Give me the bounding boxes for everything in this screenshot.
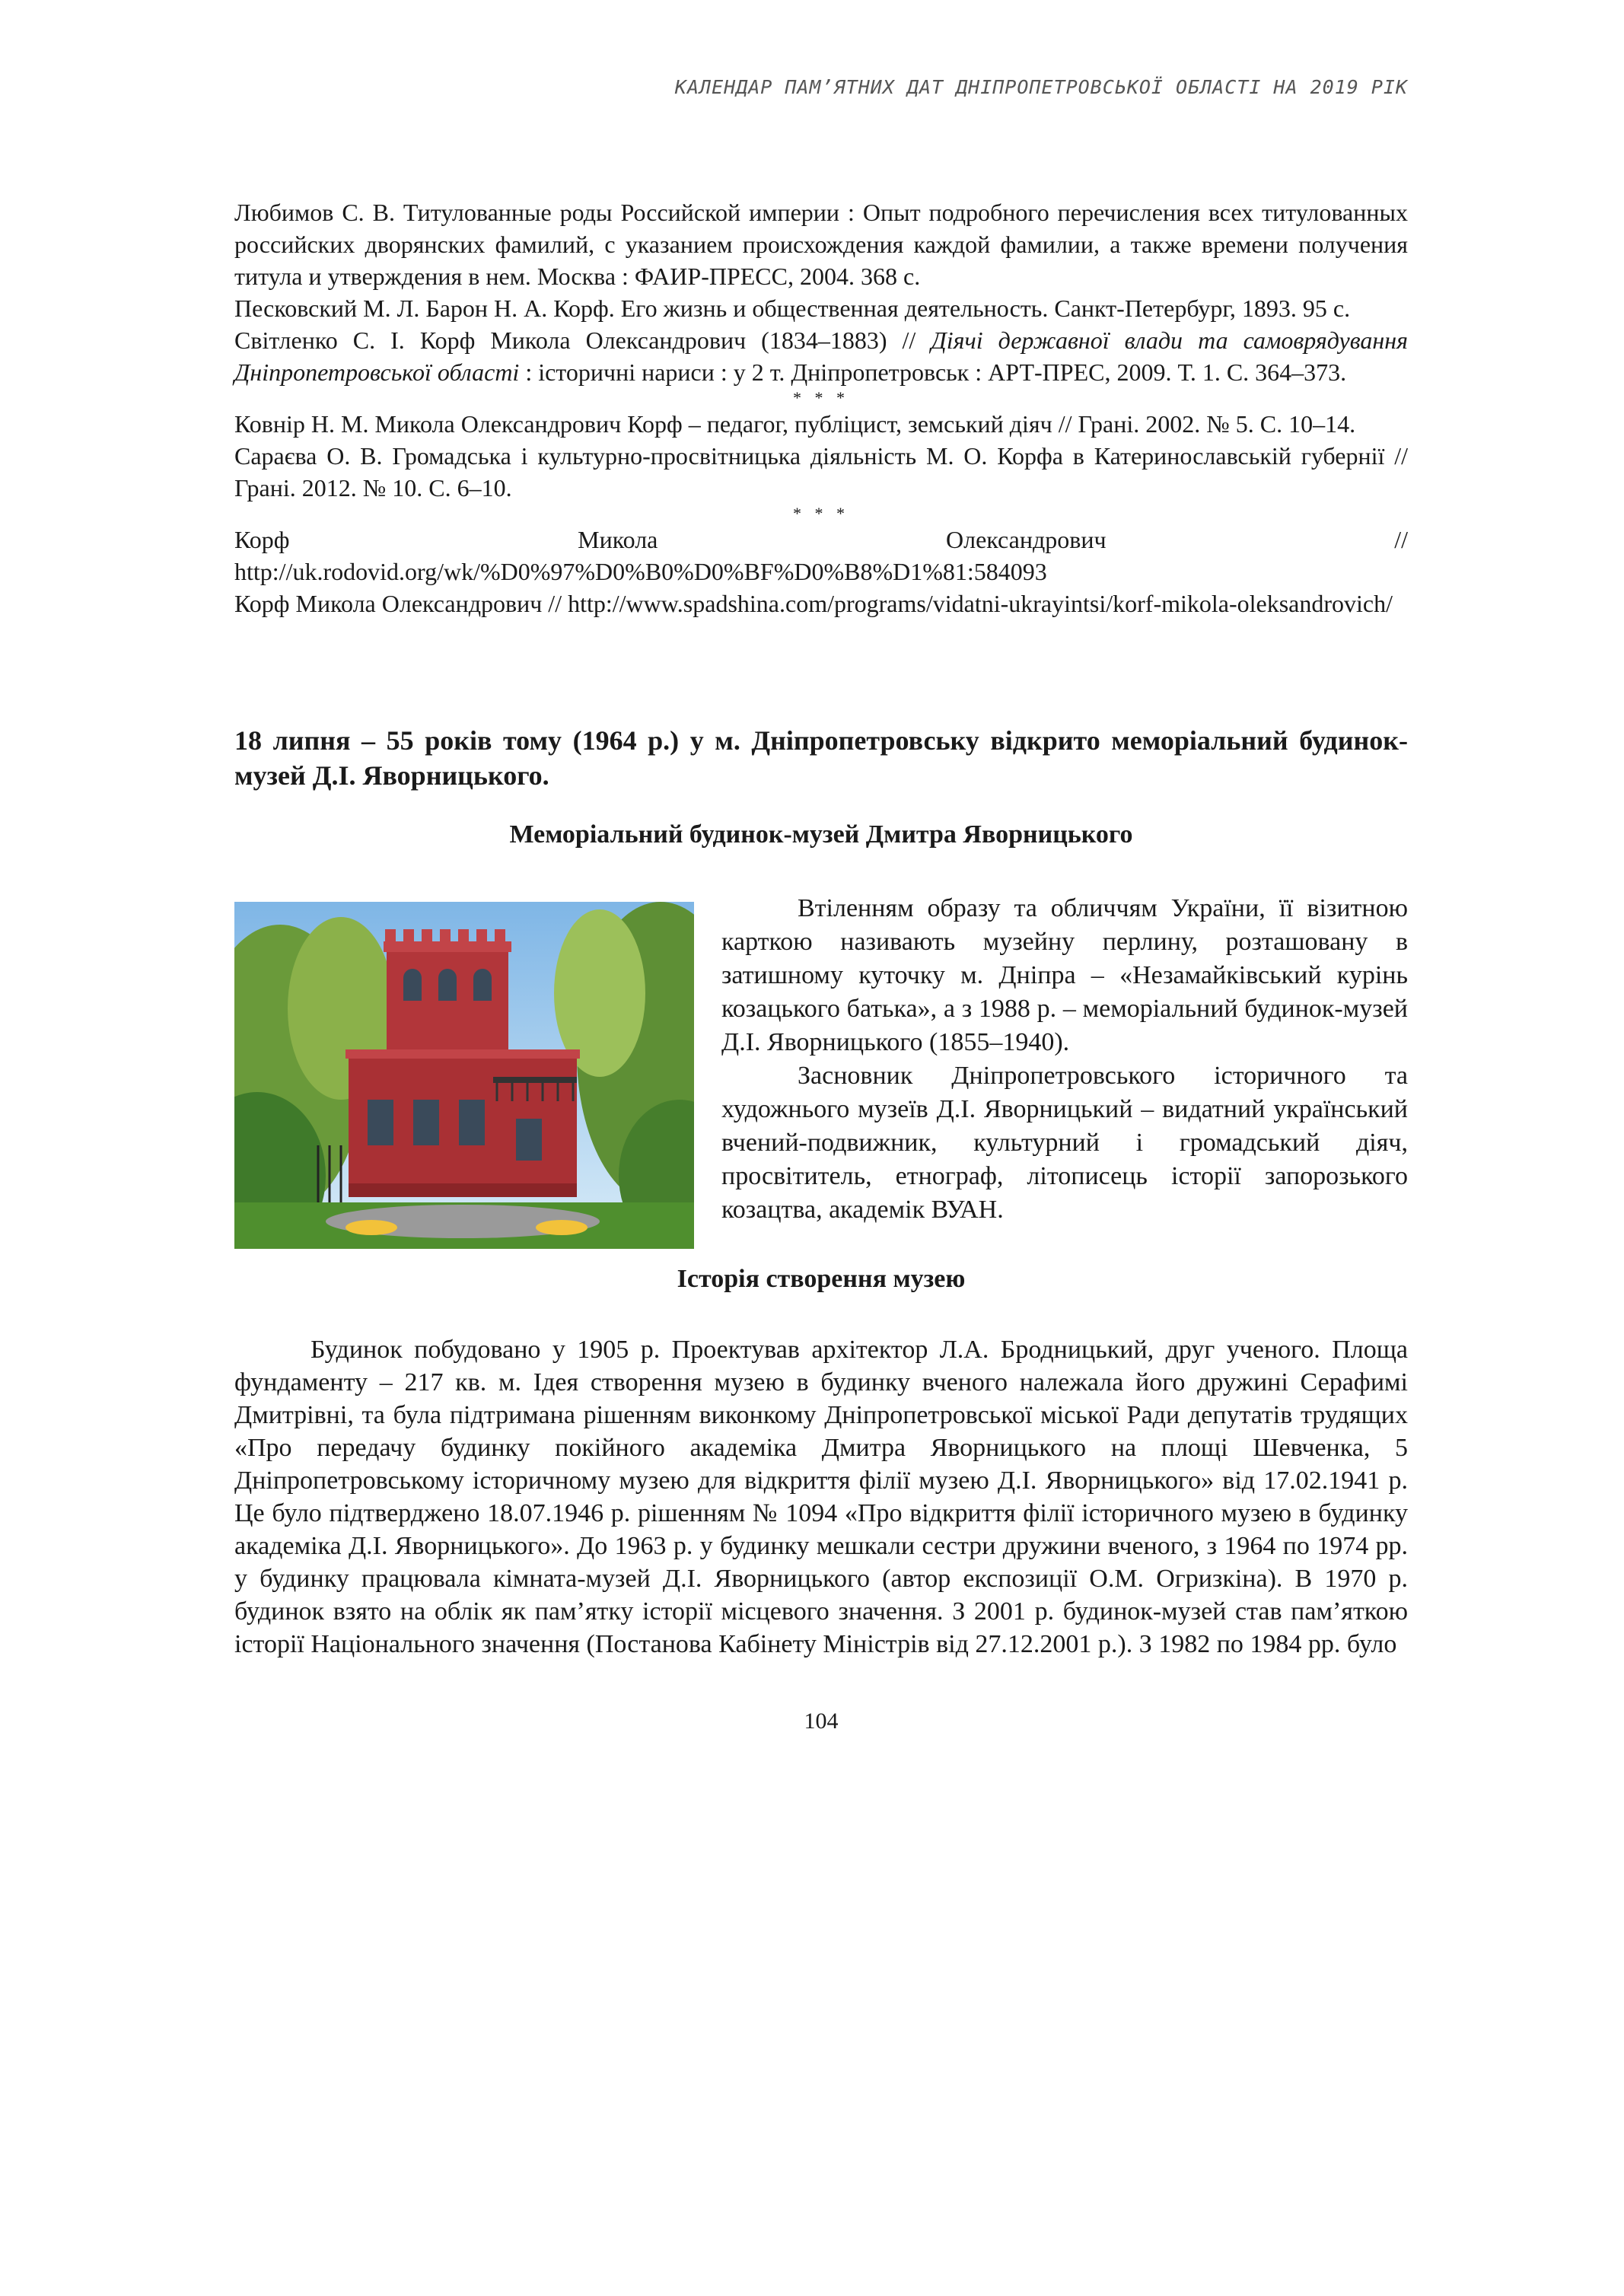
reference-word: // [1394,526,1408,553]
reference-item: Сараєва О. В. Громадська і культурно-просвітницька діяльність М. О. Корфа в Катеринославській губернії // Грані. 2012. № 10. С. 6–10. [234,442,1408,502]
intro-text [721,892,1408,1227]
reference-word: Микола [578,526,658,553]
reference-details: : історичні нариси : у 2 т. Дніпропетровськ : АРТ-ПРЕС, 2009. Т. 1. С. 364–373. [519,358,1347,386]
reference-author: Світленко С. І. Корф Микола Олександрович (1834–1883) // [234,326,931,354]
reference-title: Діячі державної влади та самоврядування Дніпропетровської області [234,326,1409,386]
reference-item [234,324,1408,388]
event-heading: 18 липня – 55 років тому (1964 р.) у м. Дніпропетровську відкрито меморіальний будинок-музей Д.І. Яворницького. [234,725,1408,791]
museum-building-image [234,902,694,1249]
reference-word: Корф [234,526,290,553]
references-block-1 [234,196,1408,619]
history-text [234,1333,1408,1661]
reference-url[interactable]: http://uk.rodovid.org/wk/%D0%97%D0%B0%D0%BF%D0%B8%D1%81:584093 [234,558,1047,585]
separator-stars: * * * [793,504,849,523]
museum-photo [234,902,694,1249]
reference-item: Любимов С. В. Титулованные роды Российской империи : Опыт подробного перечисления всех титулованных российских дворянских фамилий, с указанием происхождения каждой фамилии, а также времени получения титула и утверждения в нем. Москва : ФАИР-ПРЕСС, 2004. 368 с. [234,199,1408,290]
intro-paragraph: Втіленням образу та обличчям України, її візитною карткою називають музейну перлину, розташовану в затишному куточку м. Дніпра – «Незамайківський курінь козацького батька», а з 1988 р. – меморіальний будинок-музей Д.І. Яворницького (1855–1940). [721,894,1408,1056]
reference-word: Олександрович [946,526,1107,553]
section-title: Меморіальний будинок-музей Дмитра Яворницького [509,820,1133,849]
page-number: 104 [804,1708,839,1734]
running-header: КАЛЕНДАР ПАМ’ЯТНИХ ДАТ ДНІПРОПЕТРОВСЬКОЇ ОБЛАСТІ НА 2019 РІК [674,76,1408,98]
separator-stars: * * * [793,388,849,407]
reference-item: Песковский М. Л. Барон Н. А. Корф. Его жизнь и общественная деятельность. Санкт-Петербург, 1893. 95 с. [234,295,1351,322]
reference-web-line [234,524,1408,556]
reference-item: Ковнір Н. М. Микола Олександрович Корф – педагог, публіцист, земський діяч // Грані. 2002. № 5. С. 10–14. [234,410,1356,438]
intro-paragraph: Засновник Дніпропетровського історичного та художнього музеїв Д.І. Яворницький – видатний український вчений-подвижник, культурний і громадський діяч, просвітитель, етнограф, літописець історії запорозького козацтва, академік ВУАН. [721,1062,1408,1224]
history-paragraph: Будинок побудовано у 1905 р. Проектував архітектор Л.А. Бродницький, друг ученого. Площа фундаменту – 217 кв. м. Ідея створення музею в будинку вченого належала його дружині Серафимі Дмитрівні, та була підтримана рішенням виконкому Дніпропетровської міської Ради депутатів трудящих «Про передачу будинку покійного академіка Дмитра Яворницького на площі Шевченка, 5 Дніпропетровському історичному музею для відкриття філії музею Д.І. Яворницького» від 17.02.1941 р. Це було підтверджено 18.07.1946 р. рішенням № 1094 «Про відкриття філії історичного музею в будинку академіка Д.І. Яворницького». До 1963 р. у будинку мешкали сестри дружини вченого, з 1964 по 1974 рр. у будинку працювала кімната-музей Д.І. Яворницького (автор експозиції О.М. Огризкіна). В 1970 р. будинок взято на облік як пам’ятку історії місцевого значення. З 2001 р. будинок-музей став пам’яткою історії Національного значення (Постанова Кабінету Міністрів від 27.12.2001 р.). З 1982 по 1984 рр. було [234,1336,1408,1658]
section-title: Історія створення музею [677,1265,966,1293]
reference-item[interactable]: Корф Микола Олександрович // http://www.spadshina.com/programs/vidatni-ukrayintsi/korf-mikola-oleksandrovich/ [234,590,1393,617]
